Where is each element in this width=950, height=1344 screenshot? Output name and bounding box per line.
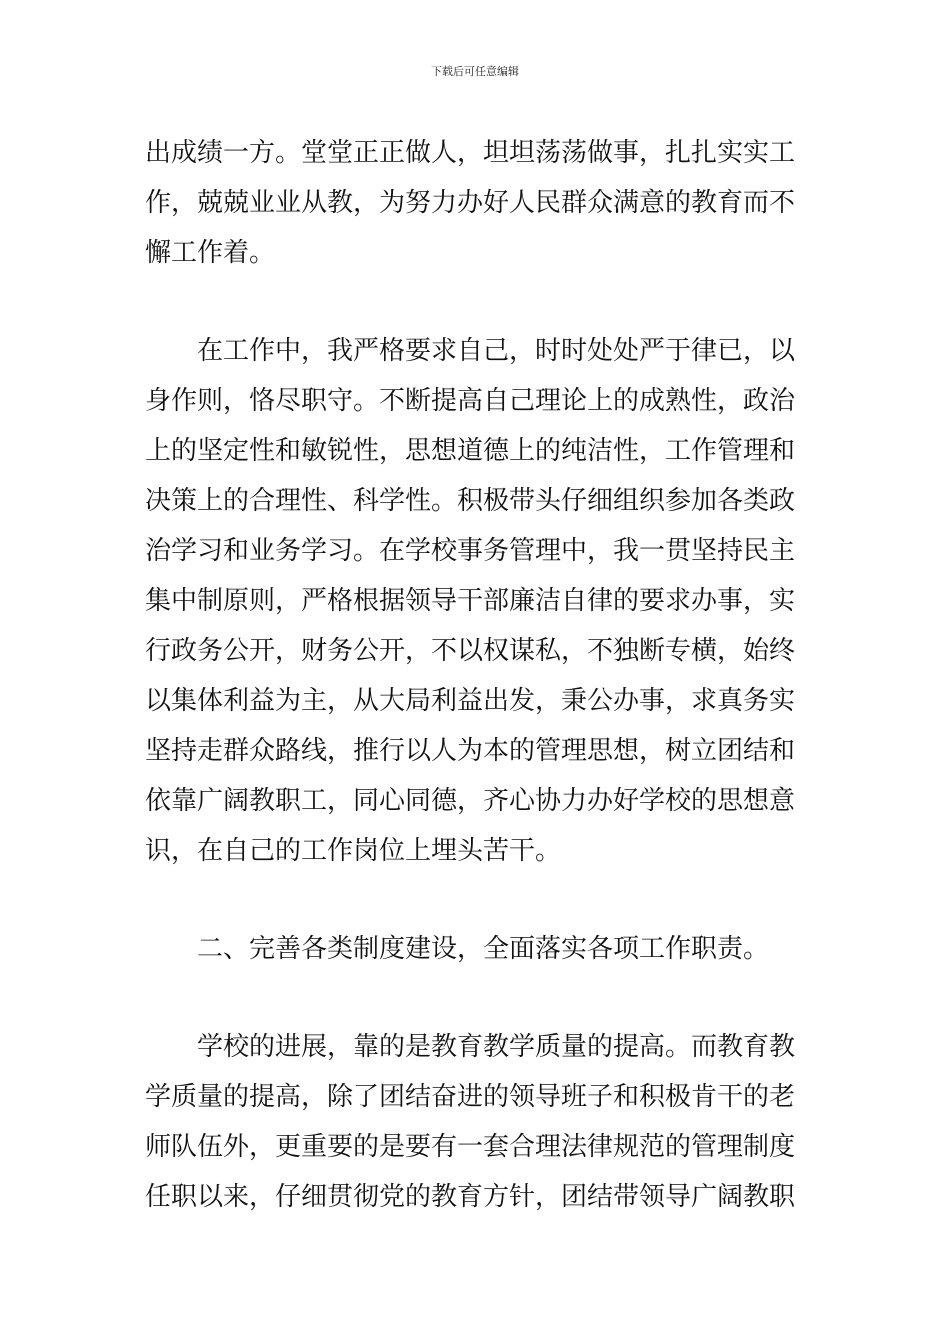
text-line: 坚持走群众路线，推行以人为本的管理思想，树立团结和 [145, 736, 796, 766]
text-line: 学质量的提高，除了团结奋进的领导班子和积极肯干的老 [145, 1082, 796, 1112]
text-line: 依靠广阔教职工，同心同德，齐心协力办好学校的思想意 [145, 786, 796, 816]
text-line: 以集体利益为主，从大局利益出发，秉公办事，求真务实 [145, 686, 796, 716]
text-line: 治学习和业务学习。在学校事务管理中，我一贯坚持民主 [145, 536, 796, 566]
text-line: 识，在自己的工作岗位上埋头苦干。 [145, 836, 562, 866]
document-body [145, 128, 807, 1222]
text-line: 上的坚定性和敏锐性，思想道德上的纯洁性，工作管理和 [145, 436, 796, 466]
text-line: 集中制原则，严格根据领导干部廉洁自律的要求办事，实 [145, 586, 796, 616]
paragraph-1 [145, 128, 807, 278]
text-line: 作，兢兢业业从教，为努力办好人民群众满意的教育而不 [145, 188, 796, 218]
text-line: 出成绩一方。堂堂正正做人，坦坦荡荡做事，扎扎实实工 [145, 138, 796, 168]
paragraph-spacer [145, 278, 807, 326]
text-line: 懈工作着。 [145, 238, 276, 268]
text-line: 决策上的合理性、科学性。积极带头仔细组织参加各类政 [145, 486, 796, 516]
text-line: 师队伍外，更重要的是要有一套合理法律规范的管理制度 [145, 1132, 796, 1162]
text-line: 在工作中，我严格要求自己，时时处处严于律已，以 [197, 336, 796, 366]
text-line: 身作则，恪尽职守。不断提高自己理论上的成熟性，政治 [145, 386, 796, 416]
paragraph-spacer [145, 876, 807, 924]
text-line: 行政务公开，财务公开，不以权谋私，不独断专横，始终 [145, 636, 796, 666]
text-line: 任职以来，仔细贯彻党的教育方针，团结带领导广阔教职 [145, 1182, 796, 1212]
page-header-note: 下载后可任意编辑 [431, 65, 519, 78]
paragraph-2 [145, 326, 807, 876]
paragraph-3 [145, 1022, 807, 1222]
text-line: 学校的进展，靠的是教育教学质量的提高。而教育教 [197, 1032, 796, 1062]
section-heading [145, 924, 807, 974]
paragraph-spacer [145, 974, 807, 1022]
section-heading-text: 二、完善各类制度建设，全面落实各项工作职责。 [197, 934, 770, 964]
